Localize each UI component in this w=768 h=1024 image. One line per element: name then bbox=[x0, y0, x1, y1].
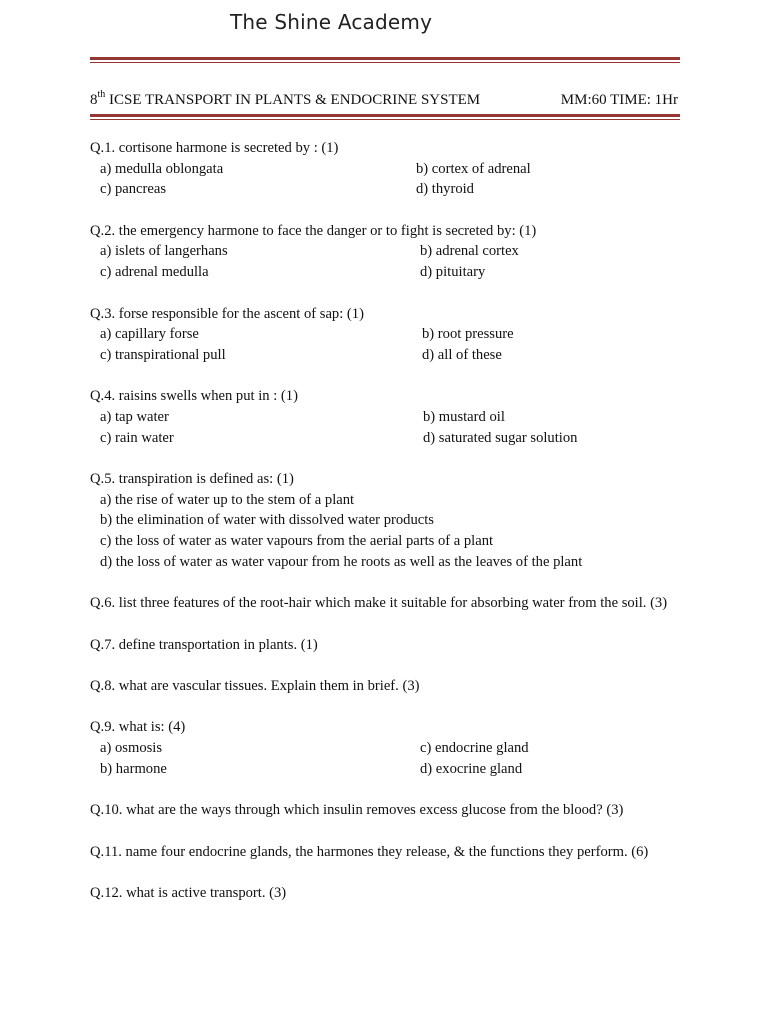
options bbox=[90, 159, 690, 200]
option-row bbox=[90, 159, 690, 180]
option-right: b) root pressure bbox=[422, 326, 514, 343]
options bbox=[90, 324, 690, 365]
options bbox=[90, 738, 690, 779]
option-left: a) islets of langerhans bbox=[100, 243, 228, 260]
class-number: 8 bbox=[90, 92, 98, 108]
question-text: Q.7. define transportation in plants. (1) bbox=[90, 636, 318, 653]
question-10 bbox=[90, 800, 690, 821]
paper-title-bar bbox=[90, 89, 680, 114]
question-8 bbox=[90, 676, 690, 697]
school-name: The Shine Academy bbox=[230, 10, 433, 34]
question-text: Q.8. what are vascular tissues. Explain them in brief. (3) bbox=[90, 678, 420, 695]
question-1 bbox=[90, 138, 690, 200]
option-right: d) exocrine gland bbox=[420, 760, 523, 777]
option-row bbox=[90, 407, 690, 428]
top-rule-thick bbox=[90, 57, 680, 60]
title-rule-thick bbox=[90, 114, 680, 117]
option-right: c) endocrine gland bbox=[420, 740, 529, 757]
marks-time: MM:60 TIME: 1Hr bbox=[560, 92, 678, 108]
question-text: Q.9. what is: (4) bbox=[90, 719, 186, 736]
question-4 bbox=[90, 386, 690, 448]
option-row bbox=[90, 738, 690, 759]
question-text: Q.12. what is active transport. (3) bbox=[90, 884, 287, 901]
option-row bbox=[90, 345, 690, 366]
class-suffix: th bbox=[97, 89, 106, 100]
question-list bbox=[90, 138, 690, 924]
question-text: Q.2. the emergency harmone to face the danger or to fight is secreted by: (1) bbox=[90, 222, 537, 239]
question-3 bbox=[90, 304, 690, 366]
question-text: Q.4. raisins swells when put in : (1) bbox=[90, 388, 298, 405]
option-row bbox=[90, 324, 690, 345]
question-11 bbox=[90, 842, 690, 863]
option-line: b) the elimination of water with dissolved water products bbox=[100, 512, 434, 529]
option-row bbox=[90, 428, 690, 449]
paper-subject: ICSE TRANSPORT IN PLANTS & ENDOCRINE SYSTEM bbox=[105, 92, 481, 108]
option-right: d) thyroid bbox=[416, 181, 474, 198]
option-right: b) adrenal cortex bbox=[420, 243, 519, 260]
question-2 bbox=[90, 221, 690, 283]
option-left: c) transpirational pull bbox=[100, 346, 226, 363]
option-row bbox=[90, 262, 690, 283]
option-line: c) the loss of water as water vapours from the aerial parts of a plant bbox=[100, 533, 494, 550]
question-5 bbox=[90, 469, 690, 573]
option-left: c) adrenal medulla bbox=[100, 264, 209, 281]
option-line: a) the rise of water up to the stem of a plant bbox=[100, 491, 355, 508]
paper-title bbox=[90, 89, 481, 109]
option-right: d) all of these bbox=[422, 346, 502, 363]
question-text: Q.3. forse responsible for the ascent of sap: (1) bbox=[90, 305, 364, 322]
question-12 bbox=[90, 883, 690, 904]
question-7 bbox=[90, 635, 690, 656]
question-6 bbox=[90, 593, 690, 614]
top-rule-thin bbox=[90, 62, 680, 63]
options bbox=[90, 407, 690, 448]
option-left: a) medulla oblongata bbox=[100, 160, 224, 177]
question-9 bbox=[90, 717, 690, 779]
question-text: Q.6. list three features of the root-hair which make it suitable for absorbing water from the soil. (3) bbox=[90, 595, 668, 612]
option-right: d) saturated sugar solution bbox=[423, 429, 578, 446]
option-line: d) the loss of water as water vapour from he roots as well as the leaves of the plant bbox=[100, 553, 583, 570]
option-row bbox=[90, 241, 690, 262]
option-left: c) rain water bbox=[100, 429, 174, 446]
options bbox=[90, 241, 690, 282]
title-rule-thin bbox=[90, 119, 680, 120]
question-text: Q.1. cortisone harmone is secreted by : (1) bbox=[90, 140, 339, 156]
question-text: Q.5. transpiration is defined as: (1) bbox=[90, 471, 294, 488]
option-right: b) mustard oil bbox=[423, 409, 505, 425]
option-right: b) cortex of adrenal bbox=[416, 160, 531, 177]
option-left: a) tap water bbox=[100, 409, 169, 425]
option-right: d) pituitary bbox=[420, 264, 486, 281]
option-row bbox=[90, 759, 690, 780]
option-left: a) osmosis bbox=[100, 740, 163, 757]
option-left: c) pancreas bbox=[100, 181, 167, 198]
option-row bbox=[90, 179, 690, 200]
option-left: b) harmone bbox=[100, 760, 167, 777]
question-text: Q.11. name four endocrine glands, the harmones they release, & the functions they perform. (6) bbox=[90, 843, 649, 860]
option-left: a) capillary forse bbox=[100, 326, 199, 343]
question-text: Q.10. what are the ways through which insulin removes excess glucose from the blood? (3) bbox=[90, 802, 624, 819]
